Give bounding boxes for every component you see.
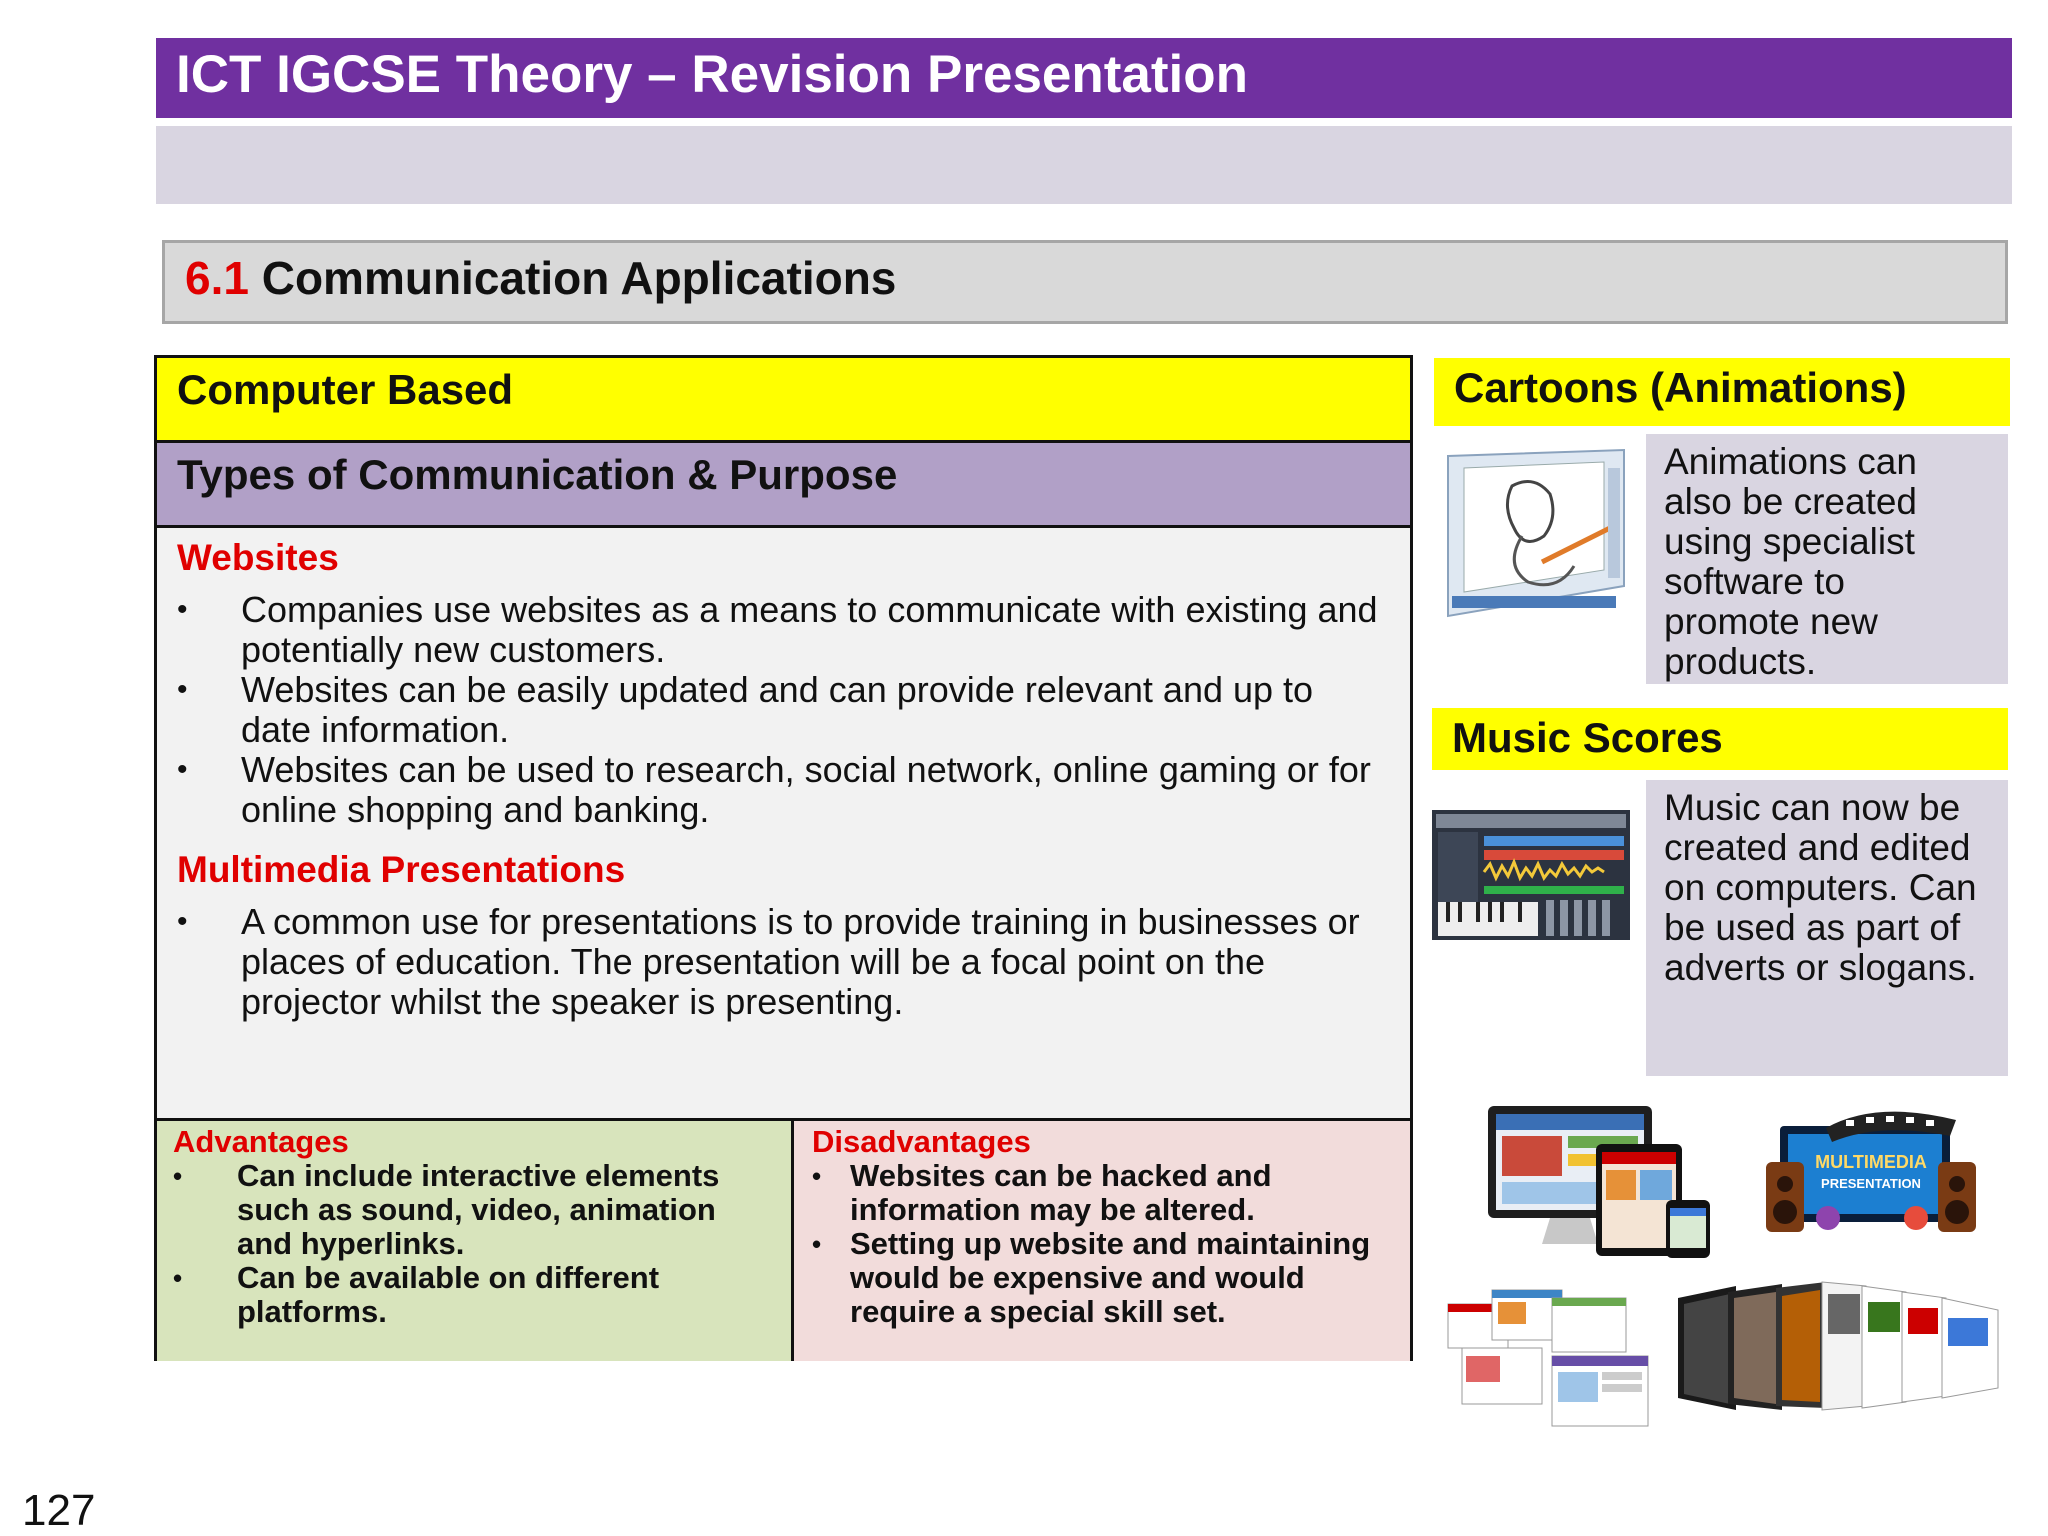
advantages-heading: Advantages xyxy=(173,1124,349,1159)
section-number: 6.1 xyxy=(185,252,249,304)
websites-heading: Websites xyxy=(177,537,339,578)
website-collage-image xyxy=(1442,1284,1656,1432)
bullet-icon: • xyxy=(177,753,188,786)
list-item: • A common use for presentations is to provide training in businesses or places of education. The presentation will be a focal point on the projector whilst the speaker is presenting. xyxy=(177,901,1360,1022)
responsive-devices-image xyxy=(1486,1104,1726,1260)
list-item: • Companies use websites as a means to communicate with existing and potentially new customers. xyxy=(177,589,1378,670)
section-title xyxy=(185,251,896,305)
list-item: • Websites can be easily updated and can provide relevant and up to date information. xyxy=(177,669,1314,750)
bullet-icon: • xyxy=(173,1161,183,1191)
websites-list xyxy=(177,590,1390,830)
category-row xyxy=(157,358,1410,443)
purpose-row xyxy=(157,443,1410,528)
bullet-icon: • xyxy=(812,1229,822,1259)
disadvantages-list xyxy=(812,1159,1392,1329)
list-item: • Can be available on different platforms. xyxy=(173,1260,660,1329)
bullet-icon: • xyxy=(173,1263,183,1293)
section-header xyxy=(162,240,2008,324)
disadvantages-heading: Disadvantages xyxy=(812,1124,1031,1159)
page-number: 127 xyxy=(22,1486,96,1535)
bullet-icon: • xyxy=(812,1161,822,1191)
list-item: • Websites can be used to research, social network, online gaming or for online shopping and banking. xyxy=(177,749,1371,830)
communication-table xyxy=(154,355,1413,1361)
disadvantages-cell xyxy=(794,1118,1410,1361)
list-item: • Setting up website and maintaining would be expensive and would require a special skill set. xyxy=(812,1226,1371,1329)
subtitle-band xyxy=(156,126,2012,204)
title-banner xyxy=(156,38,2012,118)
bullet-icon: • xyxy=(177,905,188,938)
music-heading: Music Scores xyxy=(1432,708,2008,770)
bullet-icon: • xyxy=(177,593,188,626)
multimedia-logo-text: MULTIMEDIA xyxy=(1815,1152,1927,1172)
bullet-icon: • xyxy=(177,673,188,706)
multimedia-presentation-image xyxy=(1766,1108,1976,1238)
cartoons-heading: Cartoons (Animations) xyxy=(1434,358,2010,426)
presentation-logo-text: PRESENTATION xyxy=(1821,1176,1921,1191)
browser-windows-image xyxy=(1676,1278,2000,1418)
content-area xyxy=(157,528,1410,1128)
animation-software-image xyxy=(1442,446,1630,622)
music-description: Music can now be created and edited on computers. Can be used as part of adverts or slogans. xyxy=(1646,780,2008,1076)
advantages-list xyxy=(173,1159,775,1329)
multimedia-heading: Multimedia Presentations xyxy=(177,849,626,890)
section-name: Communication Applications xyxy=(261,252,897,304)
list-item: • Can include interactive elements such as sound, video, animation and hyperlinks. xyxy=(173,1158,720,1261)
multimedia-list xyxy=(177,902,1390,1022)
cartoons-description: Animations can also be created using specialist software to promote new products. xyxy=(1646,434,2008,684)
presentation-title: ICT IGCSE Theory – Revision Presentation xyxy=(176,45,1249,104)
music-software-image xyxy=(1432,810,1630,940)
purpose-label: Types of Communication & Purpose xyxy=(177,451,898,498)
list-item: • Websites can be hacked and information may be altered. xyxy=(812,1158,1272,1227)
advantages-cell xyxy=(157,1118,794,1361)
category-label: Computer Based xyxy=(177,366,514,413)
